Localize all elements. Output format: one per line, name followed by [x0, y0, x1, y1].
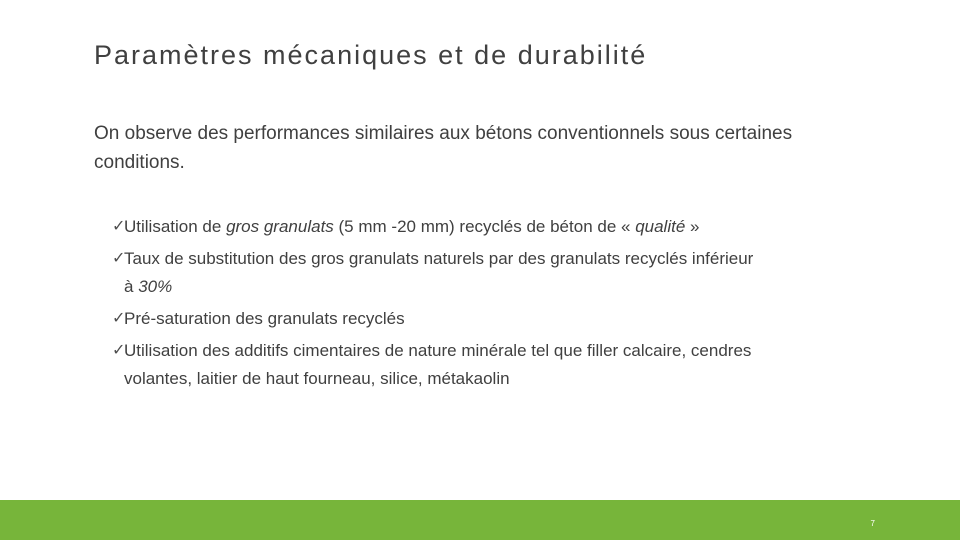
bullet-text: »: [685, 217, 700, 236]
check-icon: ✓: [112, 342, 126, 359]
bullet-text: à: [124, 277, 139, 296]
list-item: [112, 245, 902, 301]
bullet-text: Pré-saturation des granulats recyclés: [124, 309, 405, 328]
bullet-italic-text: gros granulats: [226, 217, 334, 236]
bullet-text: Taux de substitution des gros granulats naturels par des granulats recyclés inférieur: [124, 249, 754, 268]
list-item: [112, 305, 902, 333]
bullet-text: volantes, laitier de haut fourneau, silice, métakaolin: [124, 369, 510, 388]
footer-bar: [0, 500, 960, 540]
bullet-list: [112, 213, 902, 397]
list-item: [112, 337, 902, 393]
check-icon: ✓: [112, 250, 126, 267]
intro-paragraph: On observe des performances similaires aux bétons conventionnels sous certaines conditions.: [94, 123, 793, 173]
bullet-italic-text: qualité: [635, 217, 686, 236]
check-icon: ✓: [112, 218, 126, 235]
bullet-italic-text: 30%: [138, 277, 173, 296]
page-number: 7: [870, 519, 875, 528]
list-item: [112, 213, 902, 241]
check-icon: ✓: [112, 310, 126, 327]
bullet-text: (5 mm -20 mm) recyclés de béton de «: [333, 217, 636, 236]
bullet-text: Utilisation de: [124, 217, 227, 236]
slide-title: Paramètres mécaniques et de durabilité: [94, 40, 648, 70]
bullet-text: Utilisation des additifs cimentaires de nature minérale tel que filler calcaire, cendres: [124, 341, 752, 360]
